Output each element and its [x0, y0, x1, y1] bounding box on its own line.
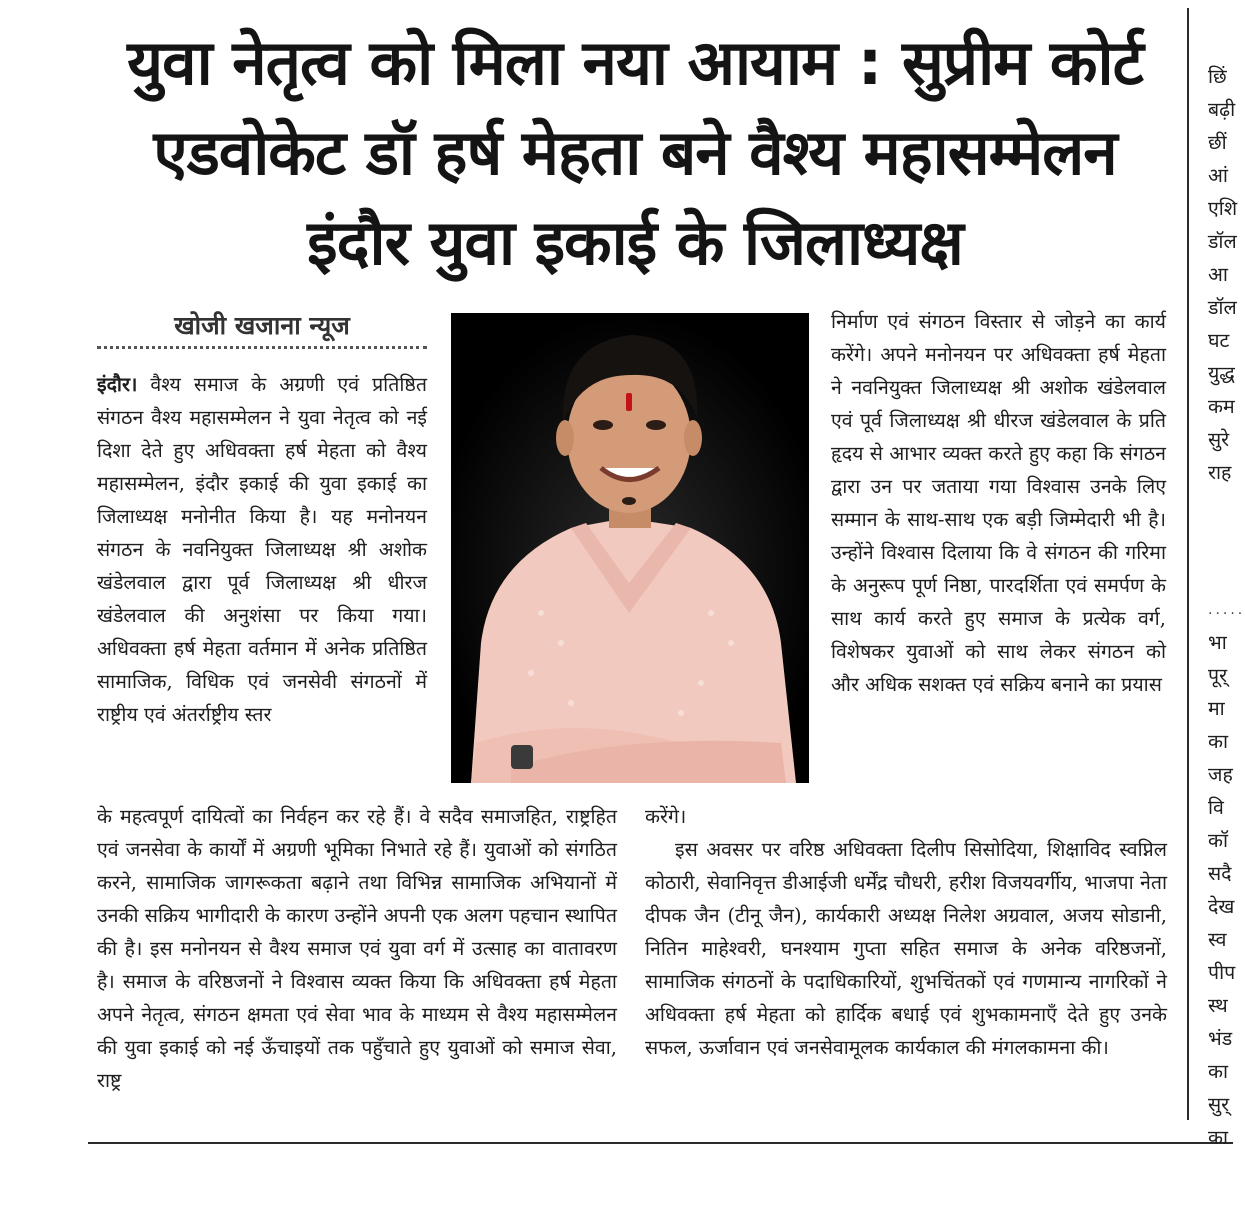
adjacent-line: भंड: [1208, 1027, 1233, 1050]
article-text-bottom-left: के महत्वपूर्ण दायित्वों का निर्वहन कर रहे हैं। वे सदैव समाजहित, राष्ट्रहित एवं जनसेवा के कार्यों में अग्रणी भूमिका निभाते रहे हैं। युवाओं को संगठित करने, सामाजिक जागरूकता बढ़ाने तथा विभिन्न सामाजिक अभियानों में उनकी सक्रिय भागीदारी के कारण उन्होंने अपनी एक अलग पहचान स्थापित की है। इस मनोनयन से वैश्य समाज एवं युवा वर्ग में उत्साह का वातावरण है। समाज के वरिष्ठजनों ने विश्वास व्यक्त किया कि अधिवक्ता हर्ष मेहता अपने नेतृत्व, संगठन क्षमता एवं सेवा भाव के माध्यम से वैश्य महासम्मेलन की युवा इकाई को नई ऊँचाइयों तक पहुँचाते हुए युवाओं को समाज सेवा, राष्ट्र: [97, 805, 617, 1092]
dateline: इंदौर।: [97, 373, 138, 396]
article-text-col3: निर्माण एवं संगठन विस्तार से जोड़ने का कार्य करेंगे। अपने मनोनयन पर अधिवक्ता हर्ष मेहता ने नवनियुक्त जिलाध्यक्ष श्री अशोक खंडेलवाल एवं पूर्व जिलाध्यक्ष श्री धीरज खंडेलवाल के प्रति हृदय से आभार व्यक्त करते हुए कहा कि संगठन द्वारा उन पर जताया गया विश्वास उनके लिए सम्मान के साथ-साथ एक बड़ी जिम्मेदारी भी है। उन्होंने विश्वास दिलाया कि वे संगठन की गरिमा के अनुरूप पूर्ण निष्ठा, पारदर्शिता एवं समर्पण के साथ कार्य करते हुए समाज के प्रत्येक वर्ग, विशेषकर युवाओं को साथ लेकर संगठन को और अधिक सशक्त एवं सक्रिय बनाने का प्रयास: [831, 310, 1166, 696]
adjacent-line: कॉ: [1208, 829, 1229, 852]
article-column-1: [97, 368, 427, 731]
article-bottom-right: [645, 800, 1167, 1064]
article-paragraph-1: [97, 368, 427, 731]
adjacent-line: मा: [1208, 697, 1225, 720]
headline: [95, 18, 1175, 288]
article-text-bottom-right: इस अवसर पर वरिष्ठ अधिवक्ता दिलीप सिसोदिया, शिक्षाविद स्वप्निल कोठारी, सेवानिवृत्त डीआईजी धर्मेंद्र चौधरी, हरीश विजयवर्गीय, भाजपा नेता दीपक जैन (टीनू जैन), कार्यकारी अध्यक्ष निलेश अग्रवाल, अजय सोडानी, नितिन माहेश्वरी, घनश्याम गुप्ता सहित समाज के अनेक वरिष्ठजनों, सामाजिक संगठनों के पदाधिकारियों, शुभचिंतकों एवं गणमान्य नागरिकों ने अधिवक्ता हर्ष मेहता को हार्दिक बधाई एवं शुभकामनाएँ देते हुए उनके सफल, ऊर्जावान एवं जनसेवामूलक कार्यकाल की मंगलकामना की।: [645, 838, 1167, 1059]
adjacent-line: आं: [1208, 164, 1228, 187]
adjacent-line: छीं: [1208, 131, 1227, 154]
adjacent-line: डॉल: [1208, 296, 1237, 319]
byline: खोजी खजाना न्यूज: [174, 311, 350, 340]
adjacent-line: सदै: [1208, 862, 1232, 885]
adjacent-line: सुरे: [1208, 428, 1230, 451]
adjacent-line: पीप: [1208, 961, 1236, 984]
adjacent-line: आ: [1208, 263, 1228, 286]
headline-line-1: युवा नेतृत्व को मिला नया आयाम : सुप्रीम कोर्ट: [127, 26, 1143, 99]
page-divider-horizontal: [88, 1142, 1233, 1144]
adjacent-line: बढ़ी: [1208, 98, 1236, 121]
adjacent-line: का: [1208, 730, 1229, 753]
adjacent-column-bottom: [1208, 626, 1238, 1154]
adjacent-line: का: [1208, 1060, 1229, 1083]
adjacent-line: वि: [1208, 796, 1224, 819]
adjacent-line: जह: [1208, 763, 1233, 786]
article-text-col1: वैश्य समाज के अग्रणी एवं प्रतिष्ठित संगठन वैश्य महासम्मेलन ने युवा नेतृत्व को नई दिशा देते हुए अधिवक्ता हर्ष मेहता को वैश्य महासम्मेलन, इंदौर इकाई की युवा इकाई का जिलाध्यक्ष मनोनीत किया है। यह मनोनयन संगठन के नवनियुक्त जिलाध्यक्ष श्री अशोक खंडेलवाल द्वारा पूर्व जिलाध्यक्ष श्री धीरज खंडेलवाल की अनुशंसा पर किया गया। अधिवक्ता हर्ष मेहता वर्तमान में अनेक प्रतिष्ठित सामाजिक, विधिक एवं जनसेवी संगठनों में राष्ट्रीय एवं अंतर्राष्ट्रीय स्तर: [97, 373, 427, 726]
adjacent-line: कम: [1208, 395, 1235, 418]
adjacent-line: का: [1208, 1126, 1229, 1149]
adjacent-line: एशि: [1208, 197, 1238, 220]
article-text-closing: करेंगे।: [645, 805, 687, 828]
headline-line-3: इंदौर युवा इकाई के जिलाध्यक्ष: [307, 206, 963, 279]
adjacent-column-dots: .....: [1208, 602, 1245, 618]
headline-line-2: एडवोकेट डॉ हर्ष मेहता बने वैश्य महासम्मेलन: [153, 116, 1117, 189]
portrait-photo: [451, 313, 809, 783]
adjacent-line: स्थ: [1208, 994, 1228, 1017]
portrait-illustration: [451, 313, 809, 783]
adjacent-line: घट: [1208, 329, 1230, 352]
adjacent-line: पूर्: [1208, 664, 1228, 687]
article-column-3: [831, 305, 1166, 701]
adjacent-line: युद्ध: [1208, 362, 1235, 385]
column-divider-vertical: [1187, 8, 1189, 1120]
adjacent-line: स्व: [1208, 928, 1227, 951]
adjacent-line: सुर्: [1208, 1093, 1230, 1116]
adjacent-column-top: [1208, 60, 1238, 489]
adjacent-line: डॉल: [1208, 230, 1237, 253]
article-bottom-left: [97, 800, 617, 1097]
adjacent-line: भा: [1208, 631, 1227, 654]
adjacent-line: छिं: [1208, 65, 1227, 88]
adjacent-line: देख: [1208, 895, 1235, 918]
adjacent-line: राह: [1208, 461, 1232, 484]
byline-dotted-rule: [97, 346, 427, 349]
